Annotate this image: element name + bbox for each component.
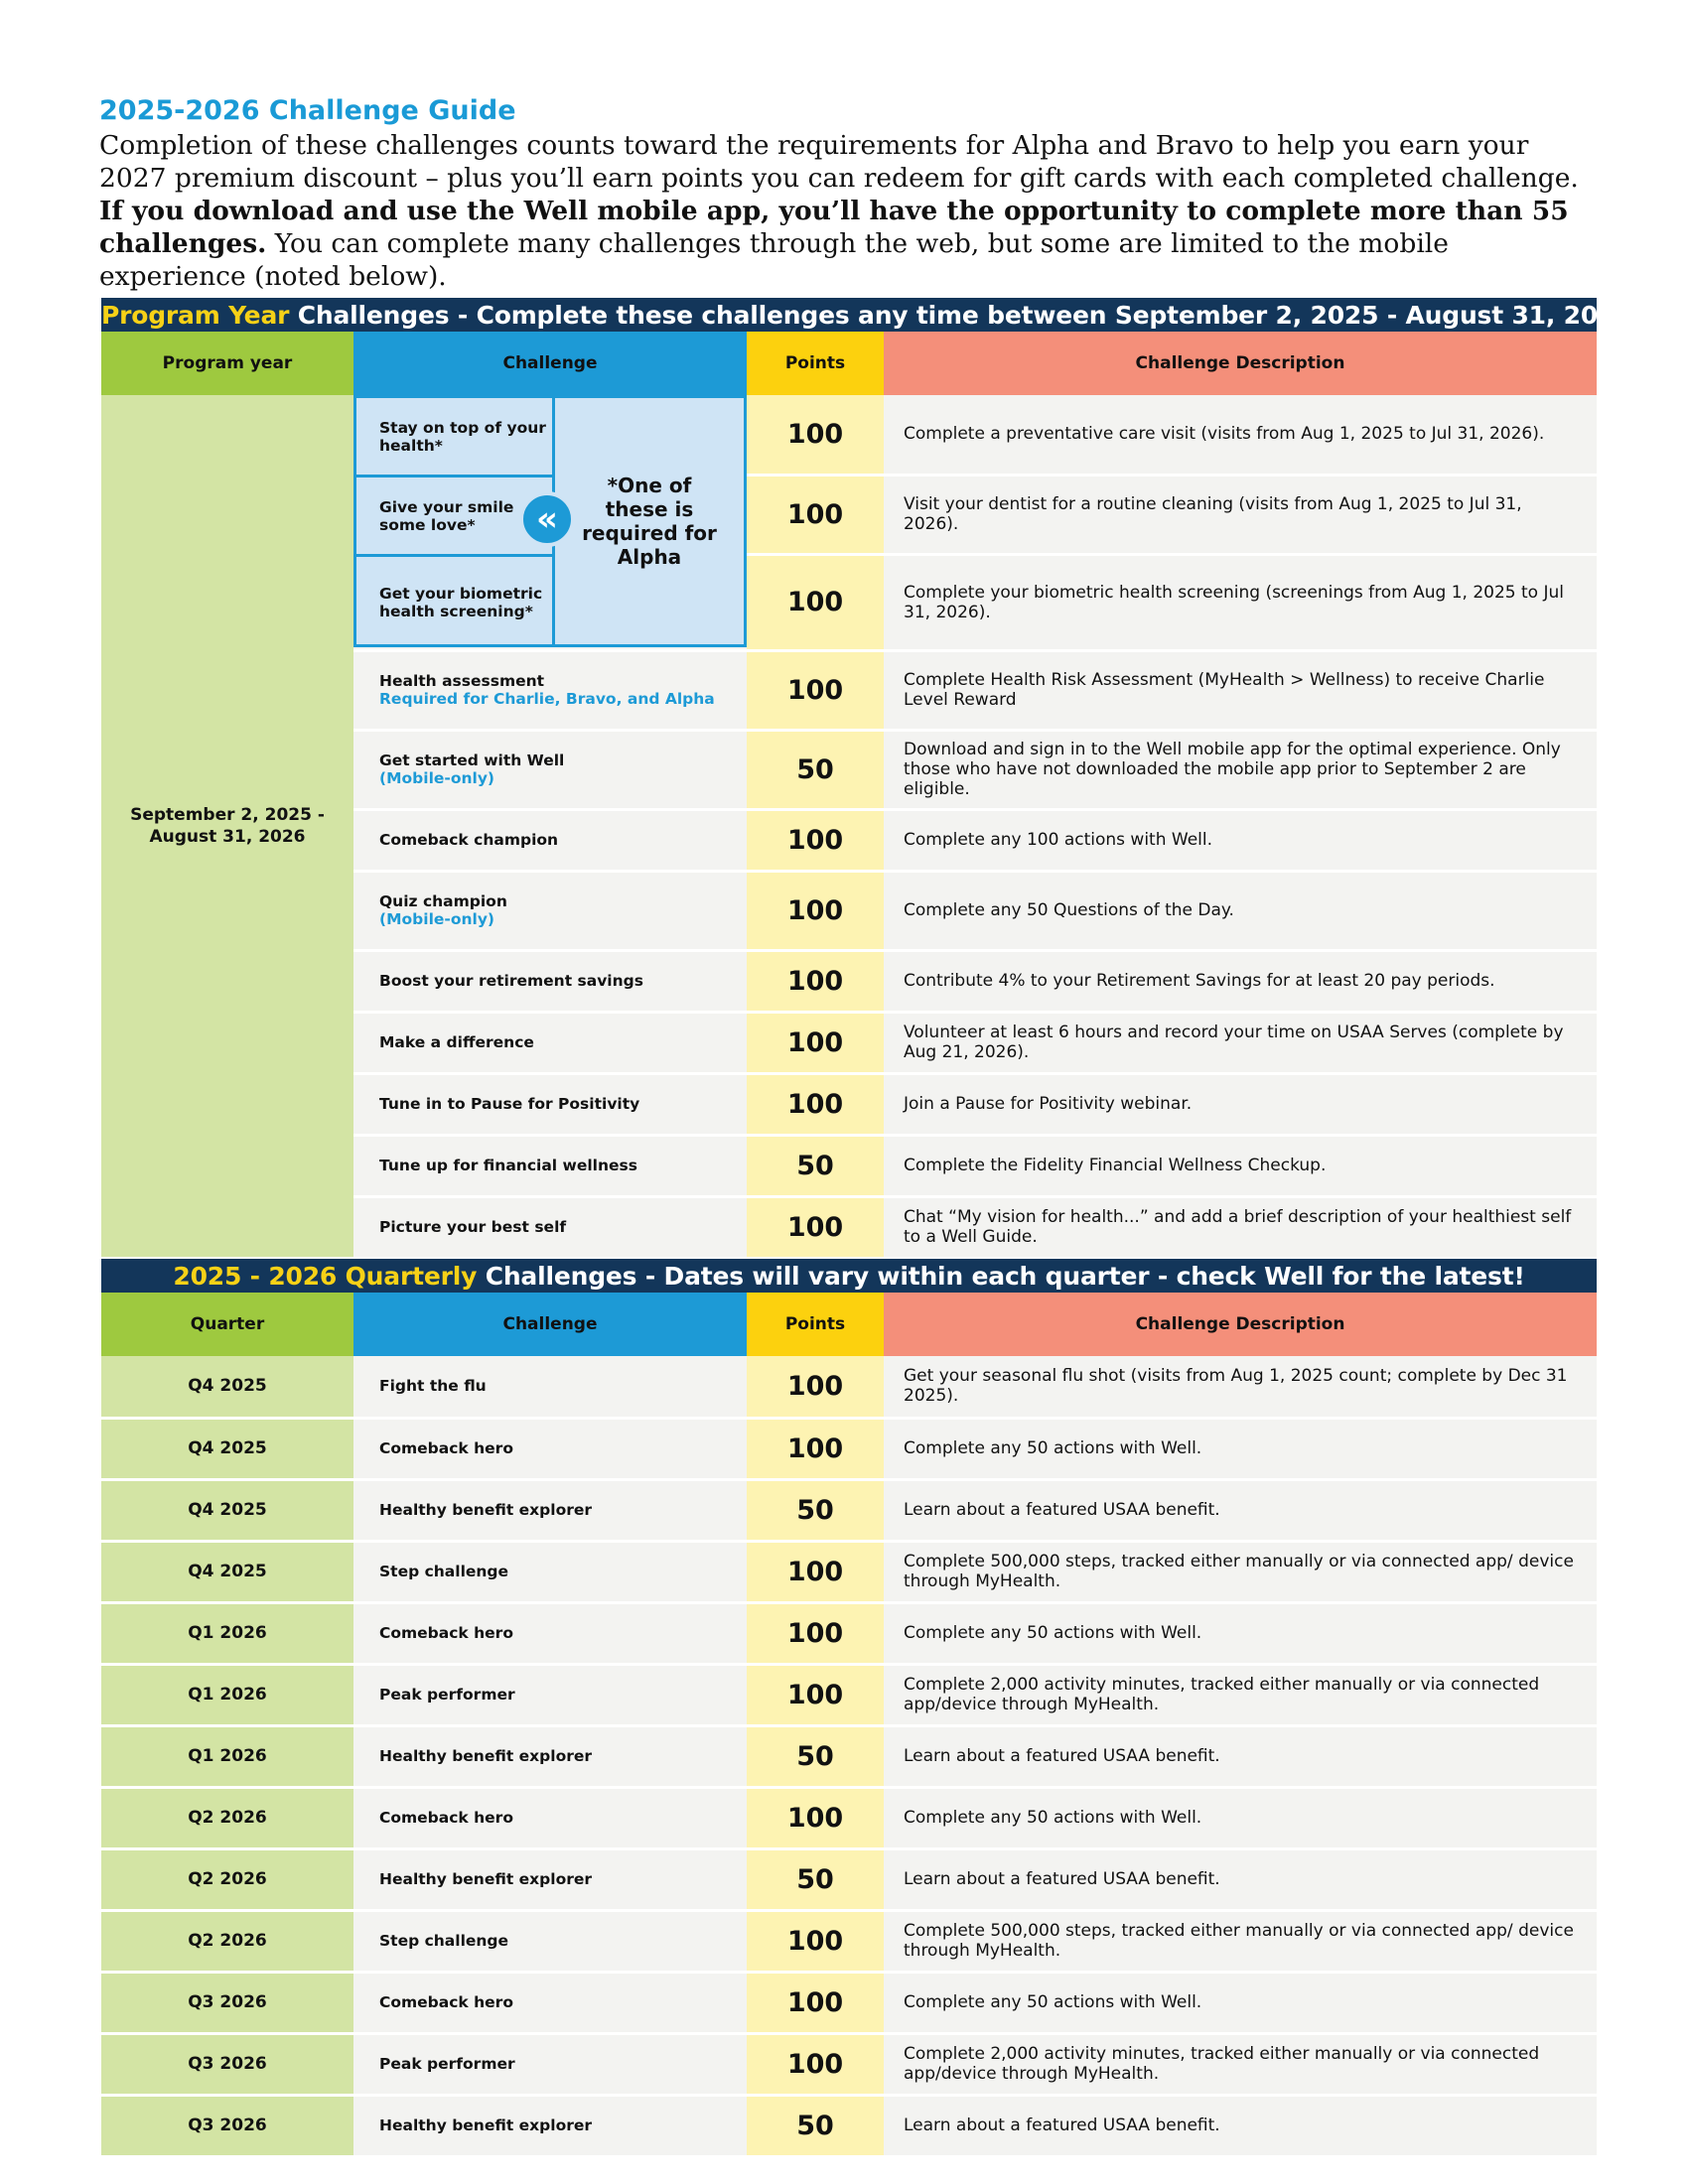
- challenge-cell: [353, 950, 747, 1012]
- points-cell: 100: [747, 475, 884, 554]
- quarter-cell: Q3 2026: [101, 1972, 353, 2033]
- points-cell: 100: [747, 554, 884, 650]
- quarterly-header-row: [101, 1293, 1597, 1356]
- description-cell: Download and sign in to the Well mobile app for the optimal experience. Only those who have not downloaded the mobile app prior to September 2 are eligible.: [884, 730, 1597, 809]
- points-cell: 100: [747, 1073, 884, 1135]
- points-cell: 100: [747, 1910, 884, 1972]
- header-description: Challenge Description: [884, 1293, 1597, 1356]
- challenge-cell: [353, 650, 747, 730]
- points-cell: 100: [747, 1418, 884, 1479]
- group-challenge-name: Get your biometric health screening*: [379, 584, 543, 620]
- quarterly-row: [101, 1725, 1597, 1787]
- points-cell: 50: [747, 1479, 884, 1541]
- challenge-name: Comeback hero: [353, 1418, 747, 1479]
- description-cell: Complete any 100 actions with Well.: [884, 809, 1597, 871]
- challenge-name: Boost your retirement savings: [379, 972, 643, 990]
- challenge-name: Comeback hero: [353, 1787, 747, 1848]
- quarter-cell: Q2 2026: [101, 1910, 353, 1972]
- description-cell: Complete any 50 actions with Well.: [884, 1418, 1597, 1479]
- intro-text-a: Completion of these challenges counts toward the requirements for Alpha and Bravo to help you earn your 2027 premium discount – plus you’ll earn points you can redeem for gift cards with each completed challenge.: [99, 130, 1579, 194]
- challenge-name: Healthy benefit explorer: [353, 1848, 747, 1910]
- group-challenge-name: Give your smile some love*: [379, 497, 514, 534]
- challenge-name: Peak performer: [353, 2033, 747, 2095]
- points-cell: 100: [747, 395, 884, 475]
- description-cell: Complete any 50 actions with Well.: [884, 1972, 1597, 2033]
- quarterly-row: [101, 1910, 1597, 1972]
- description-cell: Complete the Fidelity Financial Wellness Checkup.: [884, 1135, 1597, 1196]
- challenge-cell: [353, 871, 747, 950]
- program-year-header-row: [101, 332, 1597, 395]
- quarterly-row: [101, 2095, 1597, 2156]
- challenge-name: Step challenge: [353, 1910, 747, 1972]
- challenge-cell: [353, 809, 747, 871]
- description-cell: Complete a preventative care visit (visits from Aug 1, 2025 to Jul 31, 2026).: [884, 395, 1597, 475]
- group-required-note: *One of these is required for Alpha: [582, 473, 717, 569]
- challenge-name: Tune in to Pause for Positivity: [379, 1095, 640, 1113]
- page-title: 2025-2026 Challenge Guide: [99, 95, 516, 126]
- quarter-cell: Q1 2026: [101, 1725, 353, 1787]
- challenge-name: Comeback hero: [353, 1972, 747, 2033]
- points-cell: 50: [747, 2095, 884, 2156]
- quarterly-row: [101, 2033, 1597, 2095]
- quarter-cell: Q2 2026: [101, 1848, 353, 1910]
- quarterly-row: [101, 1787, 1597, 1848]
- quarterly-row: [101, 1664, 1597, 1725]
- challenge-note: (Mobile-only): [379, 769, 495, 787]
- points-cell: 100: [747, 809, 884, 871]
- challenge-row: [101, 395, 1597, 475]
- quarterly-row: [101, 1602, 1597, 1664]
- points-cell: 50: [747, 1848, 884, 1910]
- description-cell: Get your seasonal flu shot (visits from Aug 1, 2025 count; complete by Dec 31 2025).: [884, 1356, 1597, 1418]
- quarter-cell: Q4 2025: [101, 1541, 353, 1602]
- description-cell: Complete any 50 actions with Well.: [884, 1787, 1597, 1848]
- challenge-name: Health assessment: [379, 672, 545, 690]
- challenge-name: Comeback hero: [353, 1602, 747, 1664]
- description-cell: Learn about a featured USAA benefit.: [884, 1725, 1597, 1787]
- quarterly-row: [101, 1479, 1597, 1541]
- points-cell: 100: [747, 1356, 884, 1418]
- description-cell: Complete 2,000 activity minutes, tracked either manually or via connected app/device through MyHealth.: [884, 1664, 1597, 1725]
- description-cell: Complete any 50 actions with Well.: [884, 1602, 1597, 1664]
- description-cell: Complete Health Risk Assessment (MyHealth > Wellness) to receive Charlie Level Reward: [884, 650, 1597, 730]
- header-challenge: Challenge: [353, 332, 747, 395]
- points-cell: 100: [747, 1541, 884, 1602]
- quarter-cell: Q3 2026: [101, 2095, 353, 2156]
- program-year-band: [101, 298, 1597, 332]
- description-cell: Complete 500,000 steps, tracked either manually or via connected app/ device through MyHealth.: [884, 1910, 1597, 1972]
- points-cell: 100: [747, 950, 884, 1012]
- points-cell: 100: [747, 1787, 884, 1848]
- program-year-table: [101, 298, 1632, 1260]
- challenge-name: Healthy benefit explorer: [353, 1725, 747, 1787]
- band-highlight: 2025 - 2026 Quarterly: [173, 1261, 478, 1291]
- description-cell: Learn about a featured USAA benefit.: [884, 1479, 1597, 1541]
- band-text: Challenges - Dates will vary within each quarter - check Well for the latest!: [477, 1261, 1525, 1291]
- intro-section: [99, 93, 1599, 293]
- header-program-year: Program year: [101, 332, 353, 395]
- header-description: Challenge Description: [884, 332, 1597, 395]
- header-points: Points: [747, 1293, 884, 1356]
- challenge-cell: [353, 1135, 747, 1196]
- quarterly-band: [101, 1259, 1597, 1293]
- description-cell: Learn about a featured USAA benefit.: [884, 1848, 1597, 1910]
- band-highlight: Program Year: [101, 300, 290, 330]
- points-cell: 100: [747, 1196, 884, 1258]
- challenge-name: Make a difference: [379, 1033, 534, 1051]
- description-cell: Complete 500,000 steps, tracked either manually or via connected app/ device through MyHealth.: [884, 1541, 1597, 1602]
- quarterly-row: [101, 1972, 1597, 2033]
- quarter-cell: Q3 2026: [101, 2033, 353, 2095]
- points-cell: 100: [747, 1972, 884, 2033]
- points-cell: 100: [747, 2033, 884, 2095]
- description-cell: Complete your biometric health screening (screenings from Aug 1, 2025 to Jul 31, 2026).: [884, 554, 1597, 650]
- points-cell: 50: [747, 730, 884, 809]
- intro-paragraph: [99, 129, 1599, 293]
- description-cell: Complete 2,000 activity minutes, tracked either manually or via connected app/device through MyHealth.: [884, 2033, 1597, 2095]
- quarter-cell: Q4 2025: [101, 1418, 353, 1479]
- challenge-cell: [353, 730, 747, 809]
- description-cell: Chat “My vision for health...” and add a brief description of your healthiest self to a Well Guide.: [884, 1196, 1597, 1258]
- challenge-name: Comeback champion: [379, 831, 559, 849]
- challenge-name: Healthy benefit explorer: [353, 2095, 747, 2156]
- description-cell: Complete any 50 Questions of the Day.: [884, 871, 1597, 950]
- quarter-cell: Q4 2025: [101, 1356, 353, 1418]
- double-chevron-left-icon: «: [519, 491, 575, 547]
- quarterly-table: [101, 1259, 1597, 2158]
- description-cell: Join a Pause for Positivity webinar.: [884, 1073, 1597, 1135]
- challenge-name: Picture your best self: [379, 1218, 567, 1236]
- band-text: Challenges - Complete these challenges any time between September 2, 2025 - August 31, 2026: [289, 300, 1632, 330]
- challenge-name: Peak performer: [353, 1664, 747, 1725]
- description-cell: Visit your dentist for a routine cleaning (visits from Aug 1, 2025 to Jul 31, 2026).: [884, 475, 1597, 554]
- challenge-name: Get started with Well: [379, 751, 565, 769]
- quarterly-row: [101, 1541, 1597, 1602]
- points-cell: 100: [747, 650, 884, 730]
- intro-text-b: You can complete many challenges through the web, but some are limited to the mobile experience (noted below).: [99, 228, 1449, 292]
- points-cell: 50: [747, 1135, 884, 1196]
- header-quarter: Quarter: [101, 1293, 353, 1356]
- points-cell: 100: [747, 1012, 884, 1073]
- quarterly-row: [101, 1418, 1597, 1479]
- description-cell: Contribute 4% to your Retirement Savings for at least 20 pay periods.: [884, 950, 1597, 1012]
- challenge-name: Step challenge: [353, 1541, 747, 1602]
- quarter-cell: Q1 2026: [101, 1664, 353, 1725]
- header-challenge: Challenge: [353, 1293, 747, 1356]
- header-points: Points: [747, 332, 884, 395]
- quarterly-row: [101, 1848, 1597, 1910]
- challenge-cell: [353, 1073, 747, 1135]
- points-cell: 100: [747, 1602, 884, 1664]
- description-cell: Learn about a featured USAA benefit.: [884, 2095, 1597, 2156]
- challenge-name: Tune up for financial wellness: [379, 1157, 637, 1174]
- challenge-note: (Mobile-only): [379, 910, 495, 928]
- quarter-cell: Q1 2026: [101, 1602, 353, 1664]
- challenge-name: Fight the flu: [353, 1356, 747, 1418]
- intro-text-bold: If you download and use the Well mobile app, you’ll have the opportunity to complete more than 55 challenges.: [99, 196, 1569, 259]
- quarterly-row: [101, 1356, 1597, 1418]
- quarter-cell: Q4 2025: [101, 1479, 353, 1541]
- challenge-name: Healthy benefit explorer: [353, 1479, 747, 1541]
- points-cell: 100: [747, 1664, 884, 1725]
- points-cell: 100: [747, 871, 884, 950]
- required-group-box: [353, 395, 747, 647]
- points-cell: 50: [747, 1725, 884, 1787]
- challenge-note: Required for Charlie, Bravo, and Alpha: [379, 690, 715, 708]
- program-year-cell: September 2, 2025 - August 31, 2026: [101, 395, 353, 1258]
- challenge-name: Quiz champion: [379, 892, 507, 910]
- description-cell: Volunteer at least 6 hours and record your time on USAA Serves (complete by Aug 21, 2026).: [884, 1012, 1597, 1073]
- group-challenge-name: Stay on top of your health*: [379, 418, 546, 455]
- challenge-cell: [353, 1012, 747, 1073]
- required-group-cell: [353, 395, 747, 650]
- quarter-cell: Q2 2026: [101, 1787, 353, 1848]
- challenge-cell: [353, 1196, 747, 1258]
